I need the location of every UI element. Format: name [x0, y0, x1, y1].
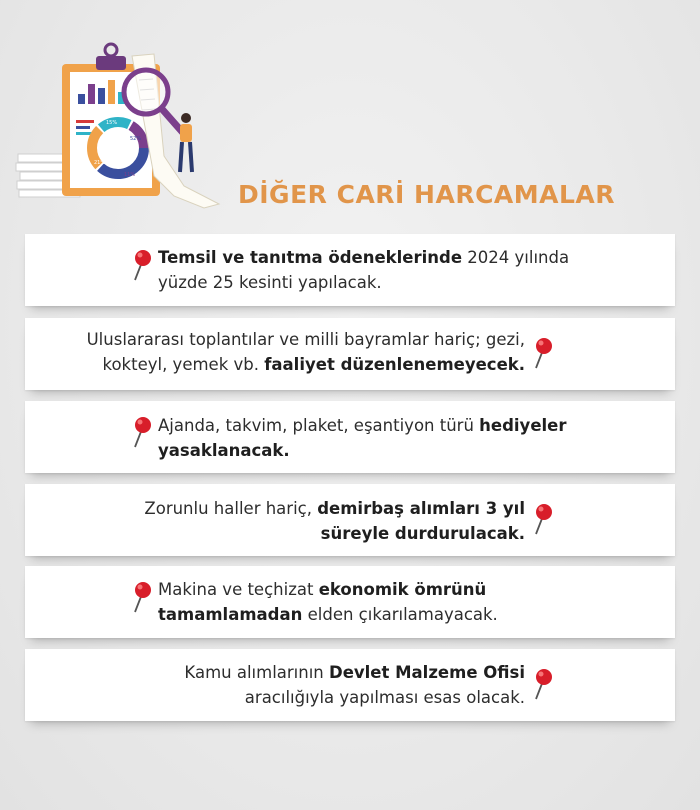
item-text-part: 2024 yılında: [462, 248, 570, 267]
item-card: [25, 566, 675, 638]
item-text-part: Uluslararası toplantılar ve milli bayramlar hariç; gezi,: [86, 330, 525, 349]
item-text-bold: Temsil ve tanıtma ödeneklerinde: [158, 248, 463, 267]
red-pin-icon: [531, 336, 555, 370]
item-text-part: Kamu alımlarının: [184, 663, 329, 682]
item-text-bold: süreyle durdurulacak.: [320, 524, 525, 543]
item-card: [25, 649, 675, 721]
item-text: [35, 496, 525, 546]
item-text-part: kokteyl, yemek vb.: [102, 355, 265, 374]
clipboard-magnifier-receipt-icon: [14, 36, 244, 211]
red-pin-icon: [130, 580, 154, 614]
item-card: [25, 484, 675, 556]
item-text-bold: Devlet Malzeme Ofisi: [329, 663, 525, 682]
item-text-bold: tamamlamadan: [158, 605, 303, 624]
item-text-part: aracılığıyla yapılması esas olacak.: [244, 688, 525, 707]
item-text-bold: demirbaş alımları 3 yıl: [317, 499, 525, 518]
item-text: [158, 413, 665, 463]
item-text-bold: hediyeler: [479, 416, 567, 435]
red-pin-icon: [531, 667, 555, 701]
item-text-part: Makina ve teçhizat: [158, 580, 319, 599]
item-text-bold: yasaklanacak.: [158, 441, 290, 460]
item-text-bold: faaliyet düzenlenemeyecek.: [264, 355, 525, 374]
item-text-part: Ajanda, takvim, plaket, eşantiyon türü: [158, 416, 480, 435]
person-icon: [180, 113, 192, 172]
item-card: [25, 401, 675, 473]
chart-label: 11%: [124, 172, 136, 178]
item-text: [158, 245, 665, 295]
item-card: [25, 234, 675, 306]
item-text: [35, 327, 525, 377]
red-pin-icon: [130, 248, 154, 282]
chart-label: 15%: [106, 120, 118, 126]
red-pin-icon: [130, 415, 154, 449]
page-title: DİĞER CARİ HARCAMALAR: [238, 180, 616, 209]
chart-label: 52%: [130, 136, 142, 142]
item-text-part: Zorunlu haller hariç,: [144, 499, 318, 518]
item-card: [25, 318, 675, 390]
chart-label: 21%: [94, 160, 106, 166]
item-text: [158, 577, 665, 627]
item-text: [35, 660, 525, 710]
item-text-bold: ekonomik ömrünü: [318, 580, 487, 599]
item-text-part: yüzde 25 kesinti yapılacak.: [158, 273, 382, 292]
red-pin-icon: [531, 502, 555, 536]
item-text-part: elden çıkarılamayacak.: [302, 605, 498, 624]
